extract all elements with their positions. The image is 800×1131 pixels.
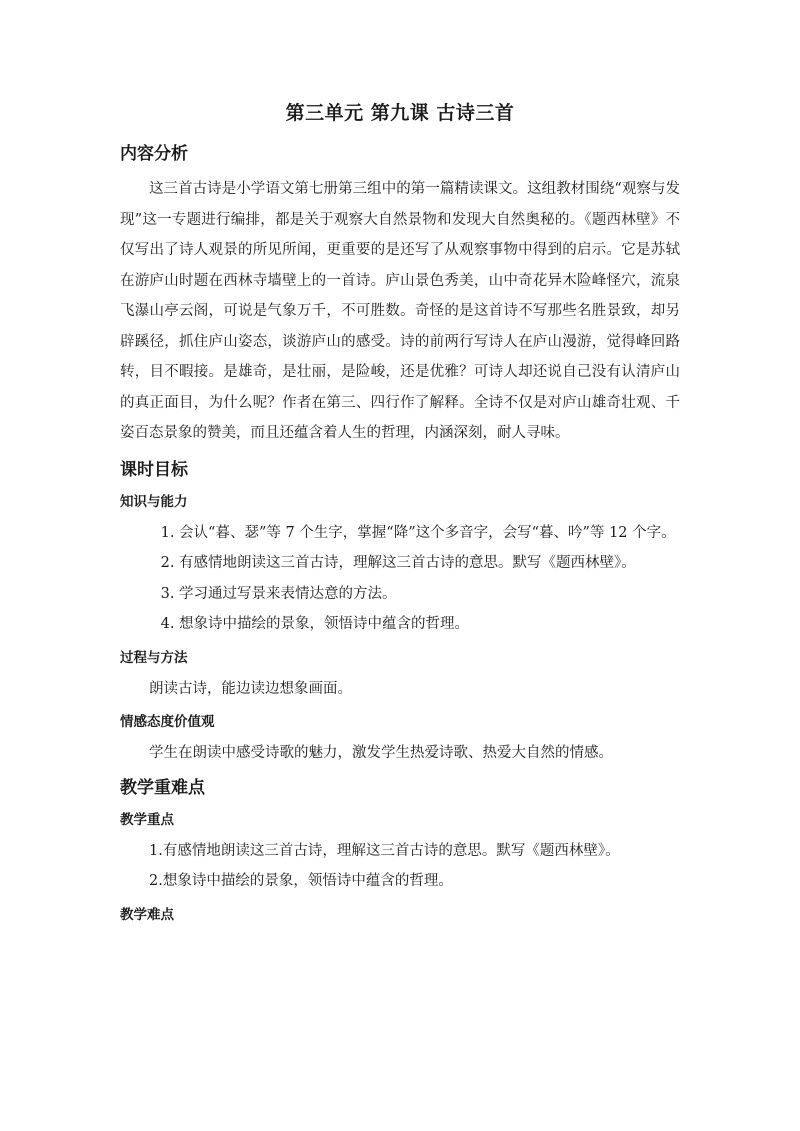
section-heading-key-points: 教学重难点 [120,777,205,798]
knowledge-item-1: 1. 会认“暮、瑟”等 7 个生字，掌握“降”这个多音字，会写“暮、吟”等 12 个字。 [160,524,676,541]
content-analysis-paragraph: 这三首古诗是小学语文第七册第三组中的第一篇精读课文。这组教材围绕“观察与发现”这一专题进行编排，都是关于观察大自然景物和发现大自然奥秘的。《题西林壁》不仅写出了诗人观景的所见所闻，更重要的是还写了从观察事物中得到的启示。它是苏轼在游庐山时题在西林寺墙壁上的一首诗。庐山景色秀美，山中奇花异木险峰怪穴，流泉飞瀑山亭云阁，可说是气象万千，不可胜数。奇怪的是这首诗不写那些名胜景致，却另辟蹊径，抓住庐山姿态，谈游庐山的感受。诗的前两行写诗人在庐山漫游，觉得峰回路转，目不暇接。是雄奇，是壮丽，是险峻，还是优雅？可诗人却还说自己没有认清庐山的真正面目，为什么呢？作者在第三、四行作了解释。全诗不仅是对庐山雄奇壮观、千姿百态景象的赞美，而且还蕴含着人生的哲理，内涵深刻，耐人寻味。 [120,181,680,441]
knowledge-item-3: 3. 学习通过写景来表情达意的方法。 [160,585,397,602]
subheading-knowledge-ability: 知识与能力 [120,493,188,510]
knowledge-item-2: 2. 有感情地朗读这三首古诗，理解这三首古诗的意思。默写《题西林壁》。 [160,555,636,571]
section-heading-content-analysis: 内容分析 [120,144,188,164]
section-heading-objectives: 课时目标 [120,459,188,480]
page-title: 第三单元 第九课 古诗三首 [285,102,515,124]
emotion-values-paragraph: 学生在朗读中感受诗歌的魅力，激发学生热爱诗歌、热爱大自然的情感。 [149,745,613,761]
focus-item-2: 2.想象诗中描绘的景象，领悟诗中蕴含的哲理。 [149,873,453,889]
subheading-process-method: 过程与方法 [120,649,188,666]
subheading-emotion-values: 情感态度价值观 [120,714,215,730]
subheading-teaching-difficulty: 教学难点 [120,906,174,923]
subheading-teaching-focus: 教学重点 [120,811,174,828]
focus-item-1: 1.有感情地朗读这三首古诗，理解这三首古诗的意思。默写《题西林壁》。 [149,842,620,859]
knowledge-item-4: 4. 想象诗中描绘的景象，领悟诗中蕴含的哲理。 [160,616,470,632]
process-method-paragraph: 朗读古诗，能边读边想象画面。 [149,680,352,697]
